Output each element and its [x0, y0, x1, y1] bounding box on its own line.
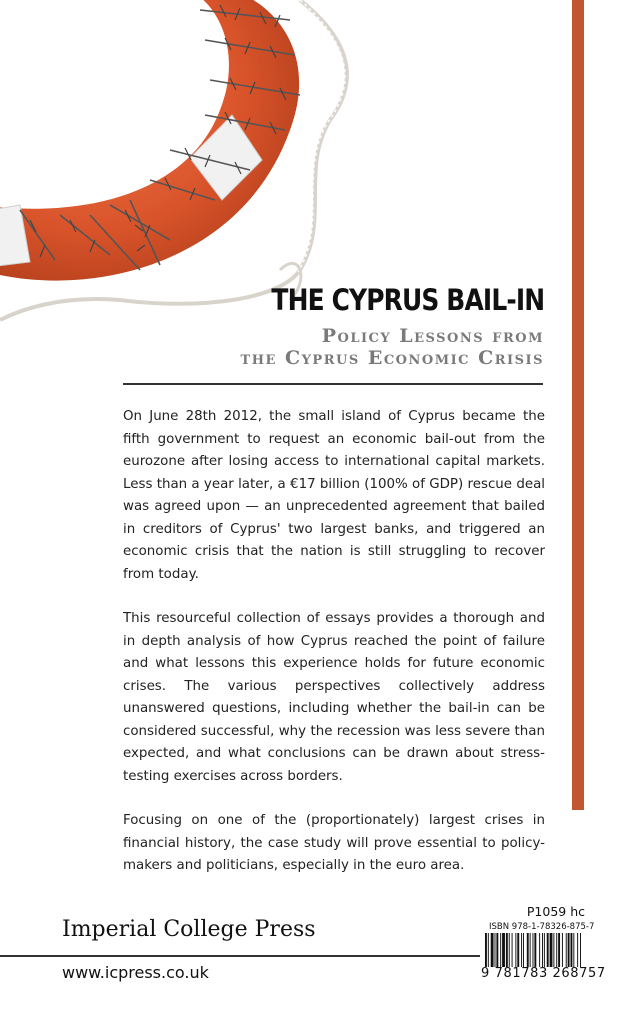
book-blurb [123, 406, 545, 900]
barcode-bar [488, 933, 489, 967]
barcode-bar [580, 933, 581, 967]
barcode-bar [502, 933, 505, 967]
barcode-bar [506, 933, 508, 967]
publisher-website[interactable]: www.icpress.co.uk [62, 963, 209, 982]
barcode-digits: 9 781783 268757 [481, 966, 606, 981]
barcode-bar [530, 933, 531, 967]
subtitle-line-1: Policy Lessons from [321, 325, 544, 347]
lifebuoy-illustration [0, 0, 400, 330]
barcode-bar [527, 933, 529, 967]
barcode-bar [566, 933, 567, 967]
barcode-bar [571, 933, 573, 967]
barcode-bar [553, 933, 554, 967]
barcode-bar [558, 933, 560, 967]
publisher-name: Imperial College Press [62, 917, 316, 942]
blurb-paragraph-1: On June 28th 2012, the small island of Cyprus became the fifth government to request an economic bail-out from the eurozone after losing access to international capital markets. Less than a year later, a €17 billion (100% of GDP) rescue deal was agreed upon — an unprecedented agreement that bailed in creditors of Cyprus' two largest banks, and triggered an economic crisis that the nation is still struggling to recover from today. [123, 409, 545, 582]
barcode-bar [523, 933, 524, 967]
barcode-bar [534, 933, 536, 967]
barcode-bar [577, 933, 578, 967]
barcode-bar [547, 933, 549, 967]
barcode-bar [550, 933, 553, 967]
barcode-bar [533, 933, 534, 967]
barcode-bar [500, 933, 501, 967]
title-divider [123, 383, 543, 385]
blurb-paragraph-2: This resourceful collection of essays provides a thorough and in depth analysis of how Cyprus reached the point of failure and what lessons this experience holds for future economic crises. The various perspectives collectively address unanswered questions, including whether the bail-in can be considered successful, why the recession was less severe than expected, and what conclusions can be drawn about stress-testing exercises across borders. [123, 611, 545, 784]
barcode-bar [521, 933, 522, 967]
barcode-bar [515, 933, 516, 967]
barcode-bar [573, 933, 574, 967]
barcode-bar [517, 933, 519, 967]
barcode-bar [495, 933, 496, 967]
barcode-bar [539, 933, 540, 967]
footer-divider [0, 955, 480, 957]
barcode-bar [512, 933, 513, 967]
barcode-bar [496, 933, 498, 967]
book-title: THE CYPRUS BAIL-IN [271, 283, 544, 317]
book-subtitle [241, 325, 544, 369]
barcode-bar [556, 933, 557, 967]
barcode-bar [485, 933, 487, 967]
barcode-bar [542, 933, 543, 967]
isbn-label: ISBN 978-1-78326-875-7 [489, 922, 595, 932]
subtitle-line-2: the Cyprus Economic Crisis [240, 347, 544, 369]
barcode-bar [562, 933, 563, 967]
product-code: P1059 hc [526, 904, 585, 919]
barcode-bar [491, 933, 494, 967]
spine-accent-bar [572, 0, 584, 810]
barcode-bar [509, 933, 510, 967]
barcode-bar [568, 933, 570, 967]
barcode-bar [544, 933, 545, 967]
blurb-paragraph-3: Focusing on one of the (proportionately) largest crises in financial history, the case study will prove essential to policy-makers and politicians, especially in the euro area. [123, 813, 545, 873]
